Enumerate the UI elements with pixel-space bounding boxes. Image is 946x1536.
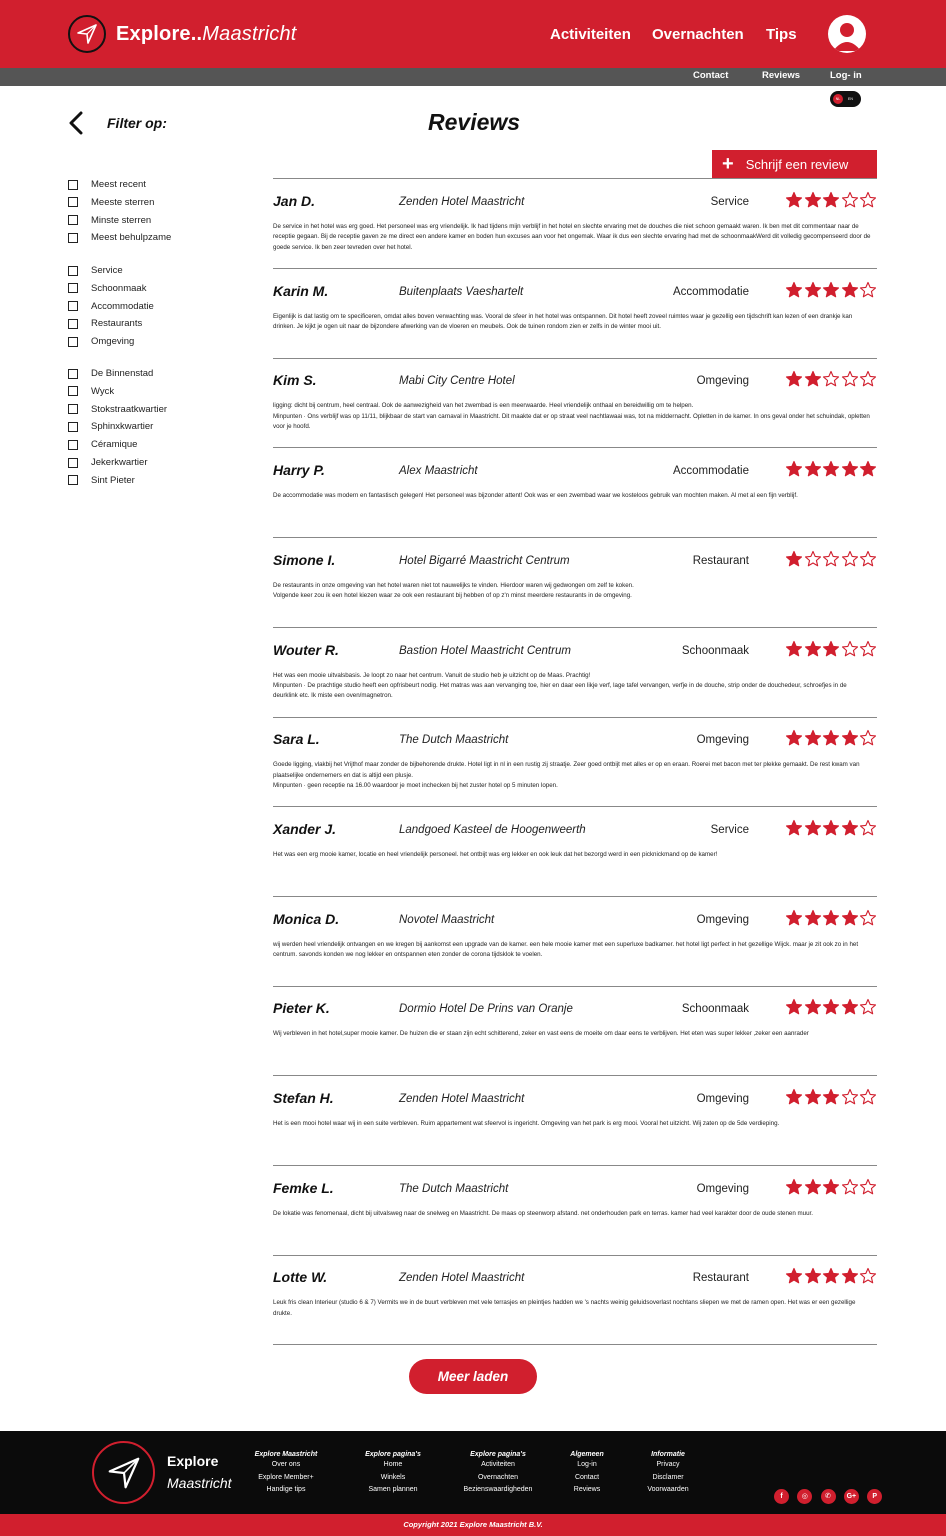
filter-checkbox[interactable] xyxy=(68,458,78,468)
star-filled-icon xyxy=(785,191,803,209)
reviewer-name: Monica D. xyxy=(273,910,340,927)
reviewer-name: Lotte W. xyxy=(273,1269,328,1286)
filter-option-sort-1[interactable] xyxy=(68,197,154,208)
star-filled-icon xyxy=(804,370,822,388)
filter-checkbox[interactable] xyxy=(68,475,78,485)
filter-option-categories-1[interactable] xyxy=(68,283,146,294)
star-filled-icon xyxy=(785,1178,803,1196)
logo-text xyxy=(116,23,297,46)
review-text: Het was een erg mooie kamer, locatie en heel vriendelijk personeel. het ontbijt was erg lekker en ook leuk dat het bezorgd werd in een picknickmand op de kamer! xyxy=(273,850,718,858)
review-card xyxy=(273,628,877,718)
footer-link[interactable]: Reviews xyxy=(573,1486,601,1494)
review-text: De lokatie was fenomenaal, dicht bij uitvalsweg naar de snelweg en Maastricht. De maas op steenworp afstand. net onderhouden park en terras. kamer had veel karakter door de oude stenen muur. xyxy=(273,1209,813,1217)
filter-label: Schoonmaak xyxy=(91,282,147,294)
compass-logo-icon xyxy=(68,15,106,53)
hotel-name: Bastion Hotel Maastricht Centrum xyxy=(399,644,571,657)
star-empty-icon xyxy=(859,1267,877,1285)
nav-item-activiteiten[interactable]: Activiteiten xyxy=(550,26,631,43)
filter-label: Meest recent xyxy=(91,179,146,190)
star-rating xyxy=(785,370,878,388)
footer-column xyxy=(236,1450,336,1497)
hotel-name: Landgoed Kasteel de Hoogenweerth xyxy=(399,823,586,836)
hotel-name: Mabi City Centre Hotel xyxy=(399,375,515,388)
star-filled-icon xyxy=(841,998,859,1016)
footer-link[interactable]: Disclamer xyxy=(652,1473,684,1481)
footer-link[interactable]: Voorwaarden xyxy=(647,1486,689,1494)
review-text: Het was een mooie uitvalsbasis. Je loopt zo naar het centrum. Vanuit de studio heb je uitzicht op de Maas. Prachtig! Minpunten · De prachtige studio heeft een opfrisbeurt nodig. Het matras was aan vervanging toe, hier en daar een likje verf, lage tafel vervangen, verfje in de douche, strip onder de douchedeur, schroefjes in de deurklink etc. Ik miste een oven/magnetron. xyxy=(273,671,847,700)
filter-label: Sphinxkwartier xyxy=(91,421,154,433)
filter-checkbox[interactable] xyxy=(68,337,78,347)
star-empty-icon xyxy=(859,640,877,658)
review-card xyxy=(273,448,877,538)
review-category: Schoonmaak xyxy=(681,1003,749,1016)
filter-option-categories-2[interactable] xyxy=(68,301,154,312)
review-text: wij werden heel vriendelijk ontvangen en we kregen bij aankomst een upgrade van de kamer. een hele mooie kamer met een superluxe badkamer. het hotel ligt perfect in het gezellige Wijck. maar je zit ook zo in het centrum. savonds konden we nog lekker en ontspannen eten zonder de corona tijdsklok te voelen. xyxy=(273,940,859,958)
star-filled-icon xyxy=(822,281,840,299)
star-rating xyxy=(785,819,878,837)
star-filled-icon xyxy=(804,191,822,209)
footer-link[interactable]: Overnachten xyxy=(477,1473,519,1481)
star-filled-icon xyxy=(822,191,840,209)
filter-label: Stokstraatkwartier xyxy=(91,403,168,415)
filter-label: Restaurants xyxy=(91,318,143,330)
filter-checkbox[interactable] xyxy=(68,404,78,414)
reviewer-name: Kim S. xyxy=(273,372,317,389)
review-category: Service xyxy=(710,823,749,836)
star-empty-icon xyxy=(859,1178,877,1196)
star-filled-icon xyxy=(804,640,822,658)
star-rating xyxy=(785,550,878,568)
filter-label: Meeste sterren xyxy=(91,196,155,208)
footer-column-heading: Explore pagina's xyxy=(365,1451,421,1458)
footer xyxy=(0,1431,946,1514)
hotel-name: Hotel Bigarré Maastricht Centrum xyxy=(399,554,570,567)
star-empty-icon xyxy=(822,370,840,388)
pinterest-icon[interactable]: P xyxy=(867,1489,882,1504)
review-card xyxy=(273,358,877,448)
star-filled-icon xyxy=(804,819,822,837)
star-empty-icon xyxy=(859,1088,877,1106)
footer-link[interactable]: Log-in xyxy=(577,1461,597,1468)
write-review-button[interactable] xyxy=(712,150,877,178)
star-empty-icon xyxy=(841,550,859,568)
review-category: Accommodatie xyxy=(672,465,749,478)
star-rating xyxy=(785,729,878,747)
review-category: Omgeving xyxy=(696,375,749,388)
filter-checkbox[interactable] xyxy=(68,386,78,396)
reviewer-name: Wouter R. xyxy=(273,641,339,658)
star-empty-icon xyxy=(804,550,822,568)
star-filled-icon xyxy=(785,1267,803,1285)
star-filled-icon xyxy=(841,460,859,478)
filter-label: Minste sterren xyxy=(91,214,152,226)
filter-label: De Binnenstad xyxy=(91,368,154,379)
filter-label: Céramique xyxy=(91,439,138,451)
reviewer-name: Karin M. xyxy=(273,282,329,299)
star-empty-icon xyxy=(822,550,840,568)
star-filled-icon xyxy=(841,281,859,299)
filter-label: Accommodatie xyxy=(91,300,154,312)
review-category: Omgeving xyxy=(696,1093,749,1105)
logo-text-bold: Explore.. xyxy=(116,22,203,45)
user-account-icon[interactable] xyxy=(828,15,866,53)
filter-option-districts-2[interactable] xyxy=(68,404,167,415)
subnav-reviews[interactable]: Reviews xyxy=(762,70,801,81)
back-chevron-icon[interactable] xyxy=(66,110,86,136)
star-filled-icon xyxy=(841,909,859,927)
star-rating xyxy=(785,191,878,209)
star-filled-icon xyxy=(822,909,840,927)
star-filled-icon xyxy=(785,281,803,299)
hotel-name: The Dutch Maastricht xyxy=(399,734,509,747)
reviewer-name: Femke L. xyxy=(273,1179,334,1196)
filter-checkbox[interactable] xyxy=(68,319,78,329)
filter-checkbox[interactable] xyxy=(68,440,78,450)
star-empty-icon xyxy=(859,909,877,927)
star-filled-icon xyxy=(804,729,822,747)
star-filled-icon xyxy=(785,819,803,837)
filter-option-categories-0[interactable] xyxy=(68,265,123,276)
hotel-name: Zenden Hotel Maastricht xyxy=(399,1272,525,1285)
filter-checkbox[interactable] xyxy=(68,180,78,190)
review-text: Goede ligging, vlakbij het Vrijthof maar zonder de bijbehorende drukte. Hotel ligt in nl in een rustig zij straatje. Zeer goed ontbijt met alles er op en eraan. Roerei met bacon met ter plekke gemaakt. De rest kwam van plaatselijke ondernemers en dat is altijd een plusje. Minpunten · geen receptie na 16.00 waardoor je moet inchecken bij het zuster hotel op 5 minuten lopen. xyxy=(273,761,860,789)
language-toggle-nl: NL xyxy=(833,94,843,104)
page-title: Reviews xyxy=(428,109,521,135)
filter-checkbox[interactable] xyxy=(68,369,78,379)
hotel-name: Zenden Hotel Maastricht xyxy=(399,196,525,208)
language-toggle-en: EN xyxy=(848,97,853,101)
filter-label: Wyck xyxy=(91,385,115,397)
footer-column-heading: Explore Maastricht xyxy=(254,1451,318,1458)
star-empty-icon xyxy=(841,640,859,658)
review-card xyxy=(273,269,877,359)
filter-option-districts-5[interactable] xyxy=(68,457,148,468)
reviewer-name: Jan D. xyxy=(273,193,316,209)
footer-logo-line1: Explore xyxy=(167,1453,219,1469)
review-category: Omgeving xyxy=(696,734,749,747)
star-filled-icon xyxy=(804,460,822,478)
footer-compass-logo-icon[interactable] xyxy=(92,1441,155,1504)
star-filled-icon xyxy=(841,1267,859,1285)
review-category: Accommodatie xyxy=(672,285,749,298)
review-card xyxy=(273,538,877,628)
star-filled-icon xyxy=(804,281,822,299)
review-category: Restaurant xyxy=(692,1272,749,1285)
footer-column-heading: Explore pagina's xyxy=(470,1451,526,1458)
footer-column-heading: Informatie xyxy=(651,1451,685,1458)
hotel-name: The Dutch Maastricht xyxy=(399,1182,509,1195)
footer-column xyxy=(448,1450,548,1497)
load-more-button[interactable]: Meer laden xyxy=(409,1359,537,1394)
star-filled-icon xyxy=(785,909,803,927)
footer-link[interactable]: Contact xyxy=(574,1473,600,1481)
write-review-label: Schrijf een review xyxy=(745,156,849,172)
review-card xyxy=(273,897,877,987)
review-card xyxy=(273,1255,877,1345)
filter-checkbox[interactable] xyxy=(68,197,78,207)
star-empty-icon xyxy=(841,1178,859,1196)
filter-checkbox[interactable] xyxy=(68,422,78,432)
star-filled-icon xyxy=(804,909,822,927)
star-filled-icon xyxy=(785,640,803,658)
review-category: Service xyxy=(710,196,749,208)
filter-title: Filter op: xyxy=(107,115,167,131)
star-filled-icon xyxy=(822,819,840,837)
logo-text-thin: Maastricht xyxy=(202,22,297,45)
filter-checkbox[interactable] xyxy=(68,215,78,225)
instagram-icon[interactable]: ◎ xyxy=(797,1489,812,1504)
review-card xyxy=(273,807,877,897)
filter-option-districts-1[interactable] xyxy=(68,386,114,397)
star-filled-icon xyxy=(785,1088,803,1106)
reviewer-name: Simone I. xyxy=(273,551,336,568)
star-filled-icon xyxy=(804,998,822,1016)
footer-link[interactable]: Over ons xyxy=(271,1461,301,1468)
review-category: Restaurant xyxy=(692,554,749,567)
footer-link[interactable]: Home xyxy=(383,1461,403,1468)
star-empty-icon xyxy=(859,550,877,568)
filter-option-districts-4[interactable] xyxy=(68,439,137,450)
filter-option-districts-0[interactable] xyxy=(68,368,153,379)
review-text: Het is een mooi hotel waar wij in een suite verbleven. Ruim appartement wat sfeervol is ingericht. Omgeving van het park is erg mooi. Vooral het uitzicht. Wij zaten op de 5de verdieping. xyxy=(273,1120,780,1127)
nav-item-overnachten[interactable]: Overnachten xyxy=(652,26,744,43)
star-rating xyxy=(785,640,878,658)
star-filled-icon xyxy=(822,729,840,747)
filter-label: Service xyxy=(91,265,123,276)
footer-link[interactable]: Bezienswaardigheden xyxy=(463,1486,533,1494)
star-rating xyxy=(785,909,878,927)
filter-label: Jekerkwartier xyxy=(91,457,148,468)
hotel-name: Novotel Maastricht xyxy=(399,913,495,926)
star-empty-icon xyxy=(859,191,877,209)
footer-link[interactable]: Activiteiten xyxy=(481,1461,515,1468)
star-rating xyxy=(785,460,878,478)
review-text: De service in het hotel was erg goed. Het personeel was erg vriendelijk. Ik had tijdens mijn verblijf in het hotel en slechte ervaring met de douches die niet schoon gemaakt waren. Ik ben met dit commentaar naar de receptie gegaan. Bij de receptie gaven ze me direct een andere kamer en boden hun excuses aan voor het ongemak. Waar ik dus een slechte ervaring had met de schoonmaakWerd dit volledig gecompenseerd door de goede service. Ik ben zeer tevreden over het hotel. xyxy=(273,223,871,251)
reviewer-name: Sara L. xyxy=(273,731,320,748)
review-text: ligging: dicht bij centrum, heel centraal. Ook de aanwezigheid van het zwembad is een meerwaarde. Heel vriendelijk onthaal en bereidwillig om te helpen. Minpunten · Ons verblijf was op 11/11, blijkbaar de start van carnaval in Maastricht. Dit maakte dat er op straat veel nachtlawaai was, tot na middernacht. Opletten in de kamer. In ons geval onder het schuindak, opletten voor je hoofd. xyxy=(273,402,870,431)
top-navigation-bar xyxy=(0,0,946,68)
star-rating xyxy=(785,1088,878,1106)
nav-item-tips[interactable]: Tips xyxy=(766,26,797,43)
review-category: Schoonmaak xyxy=(681,644,749,657)
subnav-contact[interactable]: Contact xyxy=(693,70,729,81)
star-filled-icon xyxy=(785,370,803,388)
secondary-nav-bar xyxy=(0,68,946,86)
hotel-name: Zenden Hotel Maastricht xyxy=(399,1093,525,1105)
star-empty-icon xyxy=(859,281,877,299)
review-text: De accommodatie was modern en fantastisch gelegen! Het personeel was bijzonder attent! Ook was er een zwembad waar we kosteloos gebruik van mochten maken. Al met al een fijn verblijf. xyxy=(273,492,798,500)
filter-label: Omgeving xyxy=(91,336,135,348)
filter-option-sort-2[interactable] xyxy=(68,215,151,226)
star-filled-icon xyxy=(804,1178,822,1196)
star-filled-icon xyxy=(785,729,803,747)
filter-checkbox[interactable] xyxy=(68,301,78,311)
footer-link[interactable]: Handige tips xyxy=(266,1486,306,1494)
review-card xyxy=(273,717,877,807)
googleplus-icon[interactable]: G+ xyxy=(844,1489,859,1504)
filter-checkbox[interactable] xyxy=(68,283,78,293)
star-rating xyxy=(785,1178,878,1196)
footer-link[interactable]: Explore Member+ xyxy=(258,1473,314,1481)
reviewer-name: Xander J. xyxy=(273,820,337,837)
reviewer-name: Pieter K. xyxy=(273,1000,330,1017)
language-toggle[interactable] xyxy=(830,91,861,107)
footer-column xyxy=(343,1450,443,1497)
star-empty-icon xyxy=(841,370,859,388)
review-card xyxy=(273,986,877,1076)
star-filled-icon xyxy=(804,1088,822,1106)
hotel-name: Dormio Hotel De Prins van Oranje xyxy=(399,1003,573,1016)
star-empty-icon xyxy=(841,191,859,209)
filter-checkbox[interactable] xyxy=(68,233,78,243)
footer-link[interactable]: Samen plannen xyxy=(368,1486,418,1494)
footer-link[interactable]: Privacy xyxy=(656,1461,680,1468)
filter-label: Sint Pieter xyxy=(91,474,135,486)
star-filled-icon xyxy=(859,460,877,478)
footer-logo-line2: Maastricht xyxy=(167,1475,232,1491)
filter-option-districts-6[interactable] xyxy=(68,475,135,486)
review-text: Wij verbleven in het hotel,super mooie kamer. De huizen die er staan zijn echt schitterend, zeker en vast eens de moeite om daar eens te verblijven. Het eten was super lekker ,zeker een aanrader xyxy=(273,1030,809,1038)
review-card xyxy=(273,1166,877,1256)
star-empty-icon xyxy=(859,819,877,837)
star-rating xyxy=(785,998,878,1016)
logo[interactable] xyxy=(68,15,297,53)
filter-option-categories-3[interactable] xyxy=(68,318,142,329)
star-filled-icon xyxy=(822,998,840,1016)
star-rating xyxy=(785,281,878,299)
hotel-name: Alex Maastricht xyxy=(399,465,478,478)
filter-checkbox[interactable] xyxy=(68,266,78,276)
footer-column-heading: Algemeen xyxy=(570,1451,604,1458)
star-empty-icon xyxy=(841,1088,859,1106)
review-text: Eigenlijk is dat lastig om te specificeren, omdat alles boven verwachting was. Vooral de sfeer in het hotel was ontspannen. Dit hotel heeft zoveel ruimtes waar je gezellig een tijdschrift kan lezen of een drankje kan drinken. Je kijkt je ogen uit naar de bijzondere afwerking van de vloeren en meubels. Ook de tuinen rondom zien er zelfs in de winter mooi uit. xyxy=(273,312,853,331)
review-card xyxy=(273,1076,877,1166)
review-card xyxy=(273,179,877,269)
star-filled-icon xyxy=(822,1267,840,1285)
reviewer-name: Stefan H. xyxy=(273,1090,334,1106)
star-filled-icon xyxy=(785,460,803,478)
reviewer-name: Harry P. xyxy=(273,462,325,479)
star-filled-icon xyxy=(785,550,803,568)
star-filled-icon xyxy=(785,998,803,1016)
star-filled-icon xyxy=(822,1088,840,1106)
star-empty-icon xyxy=(859,729,877,747)
footer-link[interactable]: Winkels xyxy=(380,1473,406,1481)
star-filled-icon xyxy=(822,460,840,478)
review-category: Omgeving xyxy=(696,913,749,926)
hotel-name: Buitenplaats Vaeshartelt xyxy=(399,285,524,298)
star-filled-icon xyxy=(804,1267,822,1285)
facebook-icon[interactable]: f xyxy=(774,1489,789,1504)
star-filled-icon xyxy=(822,640,840,658)
star-rating xyxy=(785,1267,878,1285)
copyright: Copyright 2021 Explore Maastricht B.V. xyxy=(0,1514,946,1536)
filter-option-sort-3[interactable] xyxy=(68,232,171,243)
subnav-login[interactable]: Log- in xyxy=(830,70,862,81)
star-filled-icon xyxy=(822,1178,840,1196)
filter-option-districts-3[interactable] xyxy=(68,421,153,432)
filter-option-categories-4[interactable] xyxy=(68,336,134,347)
filter-option-sort-0[interactable] xyxy=(68,179,146,190)
whatsapp-icon[interactable]: ✆ xyxy=(821,1489,836,1504)
star-filled-icon xyxy=(841,729,859,747)
footer-column xyxy=(618,1450,718,1497)
star-empty-icon xyxy=(859,370,877,388)
plus-icon: + xyxy=(722,153,734,175)
star-empty-icon xyxy=(859,998,877,1016)
filter-label: Meest behulpzame xyxy=(91,232,172,244)
review-text: De restaurants in onze omgeving van het hotel waren niet tot nauwelijks te vinden. Hierdoor waren wij gedwongen om zelf te koken. Volgende keer zou ik een hotel kiezen waar ze ook een restaurant bij hebben of op z'n minst meerdere restaurants in de omgeving. xyxy=(273,581,634,600)
review-category: Omgeving xyxy=(696,1182,749,1195)
star-filled-icon xyxy=(841,819,859,837)
review-text: Leuk fris clean Interieur (studio 6 & 7) Vermits we in de buurt verbleven met vele terrasjes en pleintjes hadden we 's nachts weinig geluidsoverlast nochtans sliepen we met de ramen open. Het was er een gezellige drukte. xyxy=(273,1299,856,1317)
